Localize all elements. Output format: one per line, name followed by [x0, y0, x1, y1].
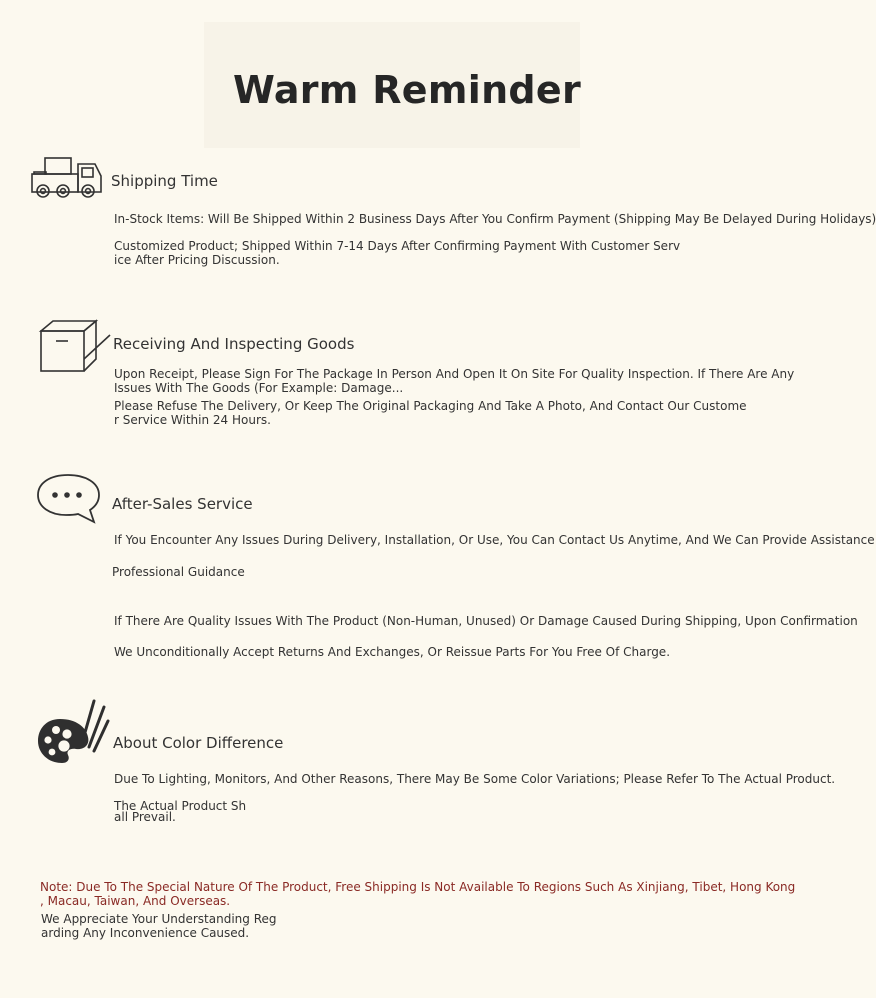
- receiving-text-2-cont: r Service Within 24 Hours.: [114, 413, 271, 427]
- shipping-note: Note: Due To The Special Nature Of The Product, Free Shipping Is Not Available To Regions Such As Xinjiang, Tibet, Hong Kong: [40, 880, 796, 894]
- closing-text: We Appreciate Your Understanding Reg: [41, 912, 277, 926]
- closing-text-cont: arding Any Inconvenience Caused.: [41, 926, 250, 940]
- section-heading-receiving: Receiving And Inspecting Goods: [113, 335, 355, 353]
- after-sales-text-3: If There Are Quality Issues With The Product (Non-Human, Unused) Or Damage Caused During Shipping, Upon Confirmation: [114, 614, 858, 628]
- chat-bubble-icon: [36, 472, 102, 524]
- color-text-2: The Actual Product Sh: [114, 799, 247, 813]
- shipping-text-customized-cont: ice After Pricing Discussion.: [114, 253, 280, 267]
- truck-icon: [31, 156, 103, 200]
- receiving-text-2: Please Refuse The Delivery, Or Keep The Original Packaging And Take A Photo, And Contact Our Custome: [114, 399, 747, 413]
- box-icon: [38, 319, 112, 375]
- receiving-text-1-cont: Issues With The Goods (For Example: Damage...: [114, 381, 404, 395]
- section-heading-after-sales: After-Sales Service: [112, 495, 253, 513]
- palette-icon: [36, 697, 110, 767]
- section-heading-shipping-time: Shipping Time: [111, 172, 218, 190]
- color-text-1: Due To Lighting, Monitors, And Other Reasons, There May Be Some Color Variations; Please Refer To The Actual Product.: [114, 772, 836, 786]
- page-title: Warm Reminder: [232, 68, 582, 112]
- color-text-2-cont: all Prevail.: [114, 810, 176, 824]
- shipping-text-customized: Customized Product; Shipped Within 7-14 Days After Confirming Payment With Customer Serv: [114, 239, 681, 253]
- after-sales-text-1: If You Encounter Any Issues During Delivery, Installation, Or Use, You Can Contact Us Anytime, And We Can Provide Assistance: [114, 533, 875, 547]
- shipping-note-cont: , Macau, Taiwan, And Overseas.: [40, 894, 231, 908]
- section-heading-color-difference: About Color Difference: [113, 734, 284, 752]
- after-sales-text-4: We Unconditionally Accept Returns And Exchanges, Or Reissue Parts For You Free Of Charge.: [114, 645, 671, 659]
- shipping-text-in-stock: In-Stock Items: Will Be Shipped Within 2 Business Days After You Confirm Payment (Shipping May Be Delayed During Holidays): [114, 212, 876, 226]
- receiving-text-1: Upon Receipt, Please Sign For The Package In Person And Open It On Site For Quality Inspection. If There Are Any: [114, 367, 795, 381]
- after-sales-text-2: Professional Guidance: [112, 565, 245, 579]
